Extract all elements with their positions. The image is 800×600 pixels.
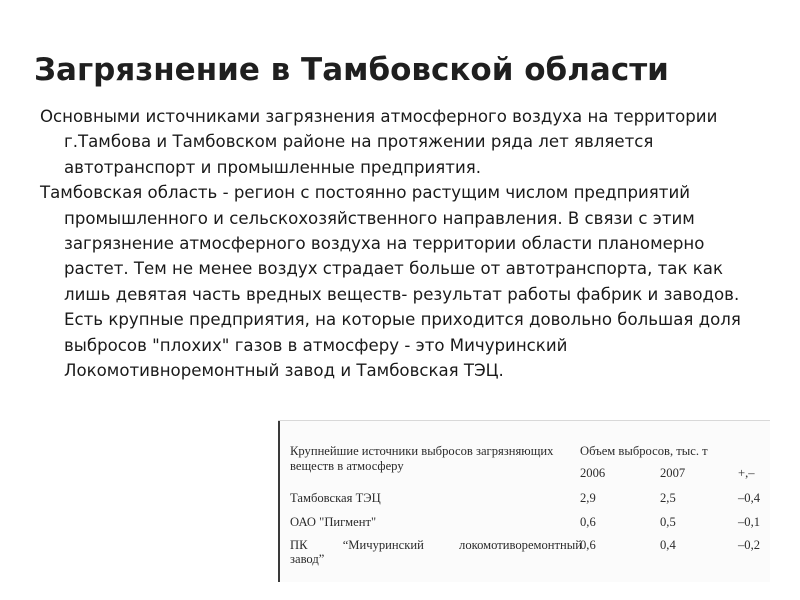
table-header-volume: Объем выбросов, тыс. т xyxy=(580,444,708,458)
emissions-table xyxy=(278,420,770,582)
paragraph-1: Основными источниками загрязнения атмосферного воздуха на территории г.Тамбова и Тамбовском районе на протяжении ряда лет является автотранспорт и промышленные предприятия. xyxy=(40,107,718,177)
slide-body xyxy=(40,104,760,383)
table-header-sources: Крупнейшие источники выбросов загрязняющих веществ в атмосферу xyxy=(290,444,554,473)
table-cell-diff: –0,4 xyxy=(738,491,761,505)
table-cell-diff: –0,1 xyxy=(738,515,761,529)
table-row-name-part: локомотиворемонтный xyxy=(459,538,582,552)
table-header-2007: 2007 xyxy=(660,466,686,480)
table-header-2006: 2006 xyxy=(580,466,606,480)
table-cell-diff: –0,2 xyxy=(738,538,761,552)
table-left-border xyxy=(278,420,280,582)
table-cell-2007: 0,4 xyxy=(660,538,676,552)
table-cell-2006: 0,6 xyxy=(580,515,596,529)
slide-title: Загрязнение в Тамбовской области xyxy=(34,52,669,88)
table-row-name xyxy=(290,538,582,566)
table-cell-2007: 2,5 xyxy=(660,491,676,505)
table-row-name-line1 xyxy=(290,538,582,552)
table-cell-2007: 0,5 xyxy=(660,515,676,529)
table-row-name-part: ПК xyxy=(290,538,308,552)
table-row-name: Тамбовская ТЭЦ xyxy=(290,491,381,505)
table-row-name: ОАО "Пигмент" xyxy=(290,515,377,529)
paragraph-2: Тамбовская область - регион с постоянно растущим числом предприятий промышленного и сельскохозяйственного направления. В связи с этим загрязнение атмосферного воздуха на территории области планомерно растет. Тем не менее воздух страдает больше от автотранспорта, так как лишь девятая часть вредных веществ- результат работы фабрик и заводов. Есть крупные предприятия, на которые приходится довольно большая доля выбросов "плохих" газов в атмосферу - это Мичуринский Локомотивноремонтный завод и Тамбовская ТЭЦ. xyxy=(40,183,741,381)
table-row-name-line2: завод” xyxy=(290,552,325,566)
table-top-border xyxy=(278,420,770,421)
table-cell-2006: 2,9 xyxy=(580,491,596,505)
table-row-name-part: “Мичуринский xyxy=(342,538,424,552)
table-cell-2006: 0,6 xyxy=(580,538,596,552)
table-header-diff: +,– xyxy=(738,466,755,480)
